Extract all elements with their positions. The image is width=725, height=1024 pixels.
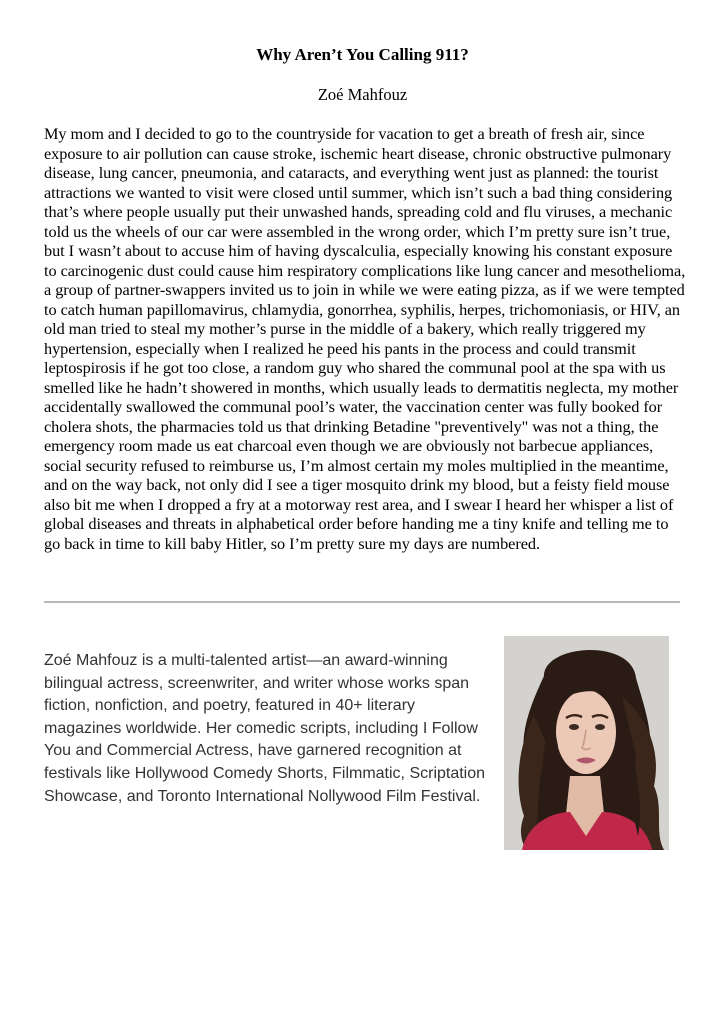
author-portrait xyxy=(504,636,669,850)
story-title: Why Aren’t You Calling 911? xyxy=(256,45,469,64)
author-bio: Zoé Mahfouz is a multi-talented artist—an award-winning bilingual actress, screenwriter, and writer whose works span fiction, nonfiction, and poetry, featured in 40+ literary magazines worldwide. Her comedic scripts, including I Follow You and Commercial Actress, have garnered recognition at festivals like Hollywood Comedy Shorts, Filmmatic, Scriptation Showcase, and Toronto International Nollywood Film Festival. xyxy=(44,652,486,805)
story-body: My mom and I decided to go to the countryside for vacation to get a breath of fresh air, since exposure to air pollution can cause stroke, ischemic heart disease, chronic obstructive pulmonary disease, lung cancer, pneumonia, and cataracts, and everything went just as planned: the tourist attractions we wanted to visit were closed until summer, which isn’t such a bad thing considering that’s where people usually put their unwashed hands, spreading cold and flu viruses, a mechanic told us the wheels of our car were assembled in the wrong order, which I’m pretty sure isn’t true, but I wasn’t about to accuse him of having dyscalculia, especially knowing his constant exposure to carcinogenic dust could cause him respiratory complications like lung cancer and mesothelioma, a group of partner-swappers invited us to join in while we were eating pizza, as if we were tempted to catch human papillomavirus, chlamydia, gonorrhea, syphilis, herpes, trichomoniasis, or HIV, an old man tried to steal my mother’s purse in the middle of a bakery, which really triggered my hypertension, especially when I realized he peed his pants in the process and could transmit leptospirosis if he got too close, a random guy who shared the communal pool at the spa with us smelled like he hadn’t showered in months, which usually leads to dermatitis neglecta, my mother accidentally swallowed the communal pool’s water, the vaccination center was fully booked for cholera shots, the pharmacies told us that drinking Betadine "preventively" was not a thing, the emergency room made us eat charcoal even though we are obviously not barbecue appliances, social security refused to reimburse us, I’m almost certain my moles multiplied in the meantime, and on the way back, not only did I see a tiger mosquito drink my blood, but a feisty field mouse also bit me when I dropped a fry at a motorway rest area, and I swear I heard her whisper a list of global diseases and threats in alphabetical order before handing me a tiny knife and telling me to go back in time to kill baby Hitler, so I’m pretty sure my days are numbered. xyxy=(44,124,686,553)
portrait-illustration xyxy=(504,636,669,850)
story-author: Zoé Mahfouz xyxy=(317,85,408,104)
section-divider xyxy=(44,601,680,603)
